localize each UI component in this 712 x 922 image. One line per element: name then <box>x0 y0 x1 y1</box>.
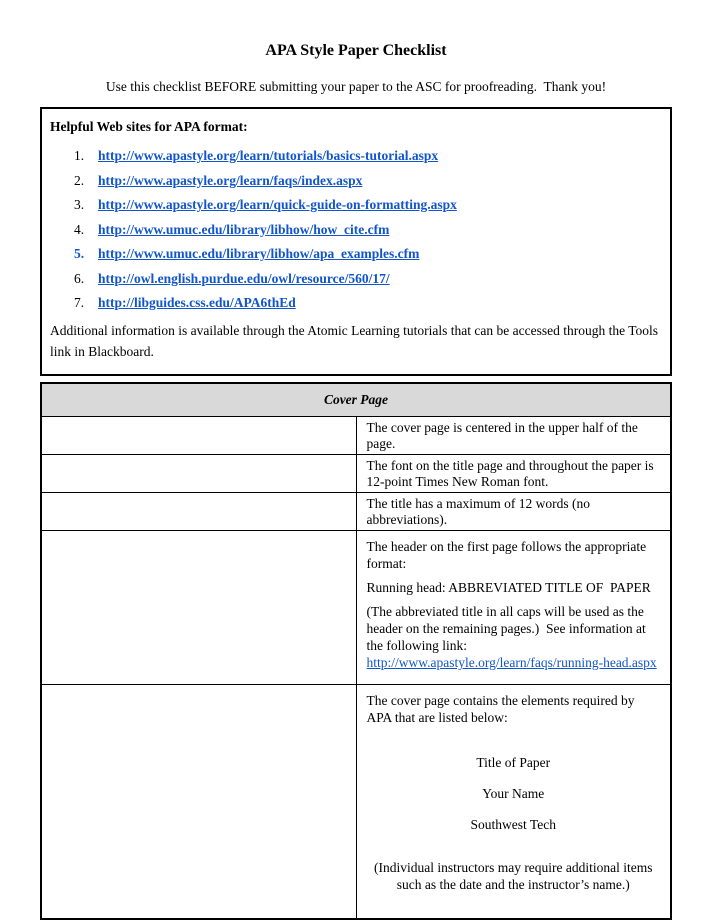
cover-elements-intro: The cover page contains the elements required by APA that are listed below: <box>366 693 635 725</box>
helpful-link[interactable]: http://www.apastyle.org/learn/quick-guide-on-formatting.aspx <box>98 197 457 212</box>
checklist-item-text: The cover page is centered in the upper half of the page. <box>356 417 671 455</box>
list-item <box>74 173 662 189</box>
running-head-example: Running head: ABBREVIATED TITLE OF PAPER <box>366 580 651 595</box>
page-title: APA Style Paper Checklist <box>265 42 447 59</box>
helpful-link[interactable]: http://www.umuc.edu/library/libhow/apa_examples.cfm <box>98 246 420 261</box>
checkbox-cell <box>41 493 356 531</box>
list-item <box>74 295 662 311</box>
header-format-note-text: (The abbreviated title in all caps will be used as the header on the remaining pages.) See information at the following link: <box>366 604 650 653</box>
running-head-link[interactable]: http://www.apastyle.org/learn/faqs/running-head.aspx <box>366 655 657 670</box>
helpful-link[interactable]: http://www.apastyle.org/learn/faqs/index.aspx <box>98 172 363 188</box>
list-number: 4. <box>74 221 85 237</box>
list-item <box>74 197 662 213</box>
checklist-item-text: The title has a maximum of 12 words (no abbreviations). <box>356 493 671 531</box>
table-row <box>41 455 671 493</box>
list-item <box>74 246 662 262</box>
table-row <box>41 493 671 531</box>
section-header-row <box>41 383 671 417</box>
helpful-link[interactable]: http://libguides.css.edu/APA6thEd <box>98 295 296 310</box>
list-item <box>74 222 662 238</box>
helpful-box-heading: Helpful Web sites for APA format: <box>50 119 248 134</box>
list-item <box>74 271 662 287</box>
cover-element-school: Southwest Tech <box>470 817 556 832</box>
table-row <box>41 417 671 455</box>
checkbox-cell <box>41 531 356 685</box>
list-number: 5. <box>74 246 85 261</box>
helpful-link[interactable]: http://owl.english.purdue.edu/owl/resource/560/17/ <box>98 270 390 286</box>
list-number: 6. <box>74 270 85 286</box>
header-format-note <box>367 603 661 671</box>
list-number: 1. <box>74 148 85 163</box>
helpful-websites-box <box>40 107 672 376</box>
checklist-item-text: The font on the title page and throughout the paper is 12-point Times New Roman font. <box>356 455 671 493</box>
helpful-link[interactable]: http://www.umuc.edu/library/libhow/how_cite.cfm <box>98 221 390 237</box>
list-number: 2. <box>74 172 85 188</box>
helpful-links-list <box>74 148 662 311</box>
page-subtitle: Use this checklist BEFORE submitting your paper to the ASC for proofreading. Thank you! <box>105 79 607 94</box>
list-number: 7. <box>74 295 85 310</box>
header-format-line1: The header on the first page follows the appropriate format: <box>366 539 647 571</box>
checklist-item-header-format <box>356 531 671 685</box>
cover-page-checklist-table <box>40 382 672 920</box>
helpful-link[interactable]: http://www.apastyle.org/learn/tutorials/basics-tutorial.aspx <box>98 148 439 163</box>
cover-elements-note: (Individual instructors may require additional items such as the date and the instructor’s name.) <box>373 860 653 892</box>
checkbox-cell <box>41 455 356 493</box>
checkbox-cell <box>41 417 356 455</box>
helpful-box-footer-text: Additional information is available through the Atomic Learning tutorials that can be accessed through the Tools link in Blackboard. <box>50 322 659 359</box>
cover-element-name: Your Name <box>482 786 545 801</box>
list-item <box>74 148 662 164</box>
cover-element-title: Title of Paper <box>476 755 551 770</box>
checkbox-cell <box>41 685 356 919</box>
checklist-item-cover-elements <box>356 685 671 919</box>
table-row <box>41 685 671 919</box>
list-number: 3. <box>74 197 85 212</box>
section-header: Cover Page <box>41 383 671 417</box>
table-row <box>41 531 671 685</box>
